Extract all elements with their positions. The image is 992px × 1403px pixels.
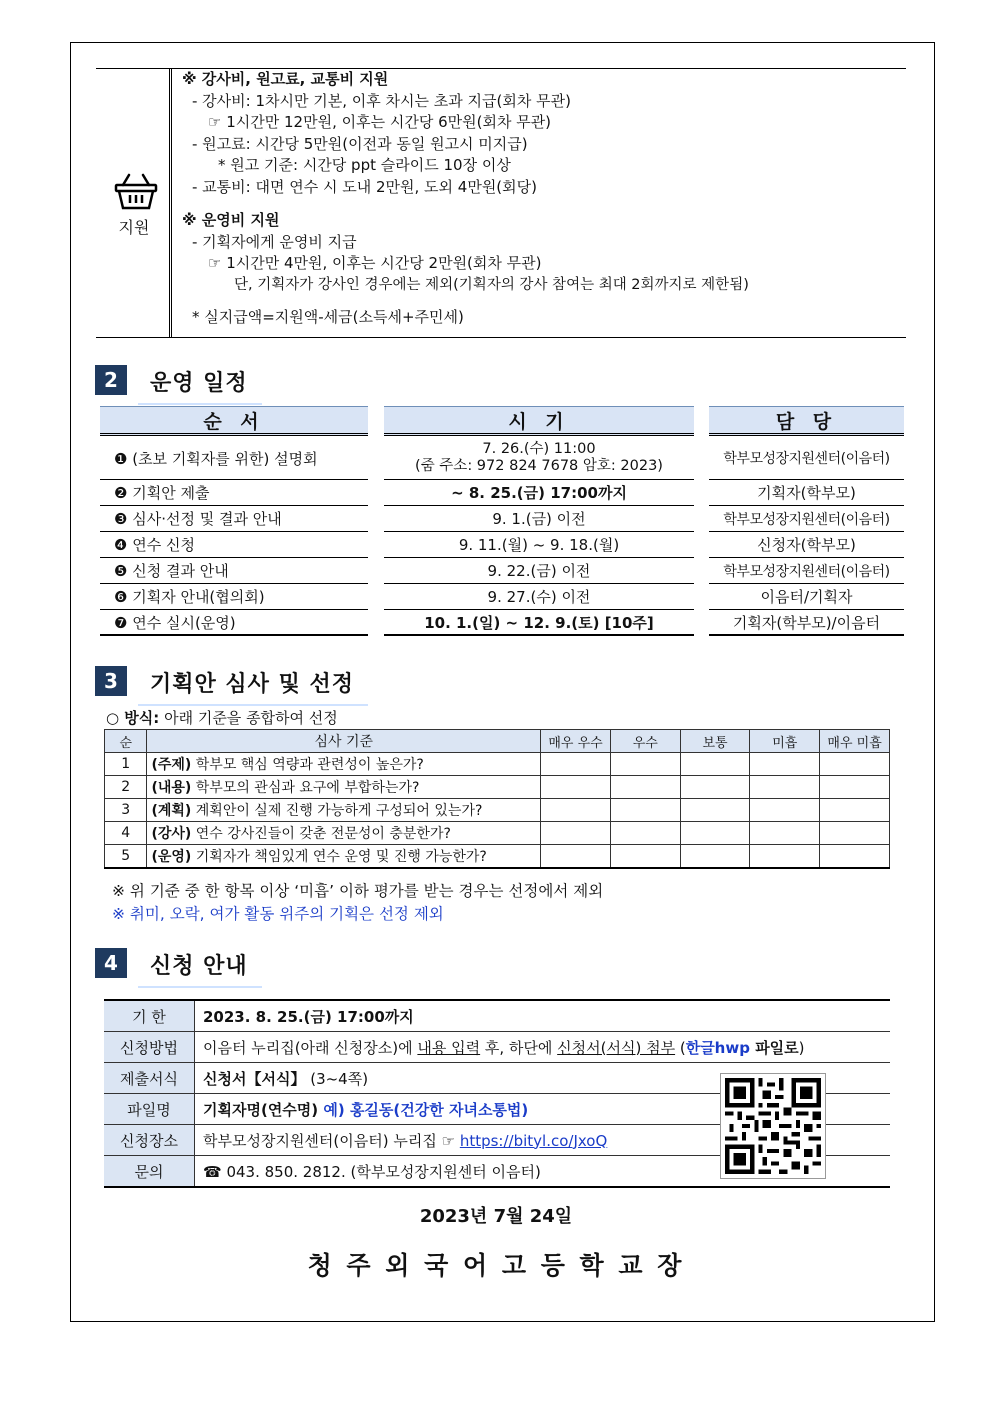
apply-form-name: 신청서【서식】	[203, 1069, 306, 1088]
schedule-step: ❻ 기획자 안내(협의회)	[100, 584, 368, 610]
rating-cell[interactable]	[541, 776, 611, 799]
support-line: 단, 기획자가 강사인 경우에는 제외(기획자의 강사 참여는 최대 2회까지로 제한됨)	[234, 276, 749, 293]
schedule-time: 9. 27.(수) 이전	[384, 584, 694, 610]
schedule-owner: 기획자(학부모)/이음터	[709, 610, 904, 636]
section-title: 기획안 심사 및 선정	[150, 667, 354, 700]
schedule-step: ❼ 연수 실시(운영)	[100, 610, 368, 636]
schedule-owner: 신청자(학부모)	[709, 532, 904, 558]
schedule-time	[384, 437, 694, 480]
support-line: ※ 운영비 지원	[182, 211, 280, 229]
table-row	[105, 822, 890, 845]
criteria-desc: 계획안이 실제 진행 가능하게 구성되어 있는가?	[195, 803, 483, 819]
schedule-step: ❺ 신청 결과 안내	[100, 558, 368, 584]
criteria-header: 매우 미흡	[820, 730, 890, 753]
apply-place-text: 학부모성장지원센터(이음터) 누리집 ☞	[203, 1131, 460, 1150]
criteria-tag: (강사)	[151, 826, 192, 842]
criteria-header: 순	[105, 730, 147, 753]
apply-label: 신청장소	[104, 1125, 195, 1156]
apply-label: 기 한	[104, 1000, 195, 1032]
apply-method-part: )	[798, 1038, 805, 1057]
support-line: - 교통비: 대면 연수 시 도내 2만원, 도외 4만원(회당)	[192, 177, 537, 196]
criteria-method	[106, 707, 338, 728]
criteria-no: 2	[105, 776, 147, 799]
schedule-owner: 기획자(학부모)	[709, 480, 904, 506]
rating-cell[interactable]	[541, 799, 611, 822]
criteria-tag: (내용)	[151, 780, 192, 796]
criteria-header: 매우 우수	[541, 730, 611, 753]
apply-method-part: (	[675, 1038, 686, 1057]
rating-cell[interactable]	[750, 753, 820, 776]
rating-cell[interactable]	[820, 753, 890, 776]
criteria-tag: (주제)	[151, 757, 192, 773]
apply-label: 제출서식	[104, 1063, 195, 1094]
criteria-note: ※ 위 기준 중 한 항목 이상 ‘미흡’ 이하 평가를 받는 경우는 선정에서 제외	[112, 882, 604, 900]
support-text	[182, 69, 902, 329]
rating-cell[interactable]	[820, 845, 890, 869]
criteria-desc: 연수 강사진들이 갖춘 전문성이 충분한가?	[195, 826, 451, 842]
apply-deadline: 2023. 8. 25.(금) 17:00까지	[195, 1000, 891, 1032]
rating-cell[interactable]	[541, 822, 611, 845]
schedule-header: 시 기	[384, 406, 694, 436]
table-row	[100, 480, 904, 506]
rating-cell[interactable]	[680, 753, 750, 776]
criteria-note: ※ 취미, 오락, 여가 활동 위주의 기획은 선정 제외	[112, 905, 444, 923]
apply-method-part: 이음터 누리집(아래 신청장소)에	[203, 1038, 418, 1057]
rating-cell[interactable]	[750, 822, 820, 845]
apply-method-part: 한글hwp	[685, 1038, 750, 1057]
support-line: * 원고 기준: 시간당 ppt 슬라이드 10장 이상	[218, 156, 511, 174]
apply-method-part: 후, 하단에	[480, 1038, 558, 1057]
schedule-owner: 학부모성장지원센터(이음터)	[709, 437, 904, 480]
apply-label: 문의	[104, 1156, 195, 1188]
schedule-time: 10. 1.(일) ~ 12. 9.(토) [10주]	[384, 610, 694, 636]
criteria-method-label: ○ 방식:	[106, 709, 160, 727]
support-line: - 기획자에게 운영비 지급	[192, 232, 357, 251]
rating-cell[interactable]	[680, 799, 750, 822]
table-row	[105, 753, 890, 776]
table-row	[100, 558, 904, 584]
criteria-header: 미흡	[750, 730, 820, 753]
table-row	[100, 584, 904, 610]
support-line: ※ 강사비, 원고료, 교통비 지원	[182, 70, 389, 88]
schedule-owner: 이음터/기획자	[709, 584, 904, 610]
document-signer: 청 주 외 국 어 고 등 학 교 장	[307, 1251, 685, 1280]
rating-cell[interactable]	[680, 845, 750, 869]
criteria-text	[147, 776, 541, 799]
criteria-text	[147, 822, 541, 845]
rating-cell[interactable]	[541, 753, 611, 776]
criteria-text	[147, 845, 541, 869]
criteria-tag: (운영)	[151, 849, 192, 865]
apply-method-part: 내용 입력	[417, 1038, 481, 1057]
schedule-time: 9. 11.(월) ~ 9. 18.(월)	[384, 532, 694, 558]
support-line: ☞ 1시간만 4만원, 이후는 시간당 2만원(회차 무관)	[208, 254, 542, 272]
schedule-header: 순 서	[100, 406, 368, 436]
apply-method-part: 파일로	[749, 1038, 799, 1057]
table-row	[100, 532, 904, 558]
rating-cell[interactable]	[610, 799, 680, 822]
criteria-method-text: 아래 기준을 종합하여 선정	[164, 709, 338, 727]
apply-filename-format: 기획자명(연수명)	[203, 1100, 319, 1119]
section-title: 운영 일정	[150, 366, 248, 399]
table-row	[105, 845, 890, 869]
qr-code[interactable]	[720, 1073, 826, 1179]
apply-contact: ☎ 043. 850. 2812. (학부모성장지원센터 이음터)	[195, 1156, 891, 1188]
support-block	[96, 68, 906, 338]
schedule-owner: 학부모성장지원센터(이음터)	[709, 558, 904, 584]
table-row	[100, 506, 904, 532]
criteria-no: 3	[105, 799, 147, 822]
criteria-desc: 학부모 핵심 역량과 관련성이 높은가?	[195, 757, 424, 773]
schedule-time: 9. 1.(금) 이전	[384, 506, 694, 532]
table-row	[104, 1032, 890, 1063]
table-row	[100, 610, 904, 636]
criteria-no: 5	[105, 845, 147, 869]
rating-cell[interactable]	[680, 776, 750, 799]
rating-cell[interactable]	[610, 822, 680, 845]
schedule-owner: 학부모성장지원센터(이음터)	[709, 506, 904, 532]
table-row	[105, 799, 890, 822]
rating-cell[interactable]	[750, 845, 820, 869]
apply-label: 파일명	[104, 1094, 195, 1125]
rating-cell[interactable]	[820, 822, 890, 845]
rating-cell[interactable]	[610, 845, 680, 869]
schedule-step: ❶ (초보 기획자를 위한) 설명회	[100, 437, 368, 480]
table-row	[100, 437, 904, 480]
section-number: 4	[95, 948, 127, 978]
criteria-desc: 학부모의 관심과 요구에 부합하는가?	[195, 780, 420, 796]
schedule-step: ❷ 기획안 제출	[100, 480, 368, 506]
schedule-time: 9. 22.(금) 이전	[384, 558, 694, 584]
support-line: ☞ 1시간만 12만원, 이후는 시간당 6만원(회차 무관)	[208, 113, 552, 131]
support-icon-label: 지원	[118, 218, 150, 237]
criteria-text	[147, 799, 541, 822]
criteria-desc: 기획자가 책임있게 연수 운영 및 진행 가능한가?	[195, 849, 487, 865]
rating-cell[interactable]	[541, 845, 611, 869]
schedule-time-line: (줌 주소: 972 824 7678 암호: 2023)	[415, 458, 663, 474]
qr-code-icon	[721, 1074, 825, 1178]
criteria-no: 1	[105, 753, 147, 776]
table-row	[104, 1000, 890, 1032]
support-icon-column	[96, 69, 172, 337]
apply-label: 신청방법	[104, 1032, 195, 1063]
schedule-header: 담 당	[709, 406, 904, 436]
apply-place-link[interactable]: https://bityl.co/JxoQ	[459, 1131, 608, 1150]
table-header-row	[105, 730, 890, 753]
basket-icon	[114, 171, 158, 211]
apply-method-part: 신청서(서식) 첨부	[557, 1038, 676, 1057]
support-line: - 강사비: 1차시만 기본, 이후 차시는 초과 지급(회차 무관)	[192, 91, 571, 110]
rating-cell[interactable]	[750, 799, 820, 822]
rating-cell[interactable]	[820, 799, 890, 822]
rating-cell[interactable]	[680, 822, 750, 845]
rating-cell[interactable]	[750, 776, 820, 799]
document-date: 2023년 7월 24일	[419, 1206, 573, 1227]
schedule-time-line: 7. 26.(수) 11:00	[482, 441, 596, 457]
section-number: 2	[95, 365, 127, 395]
schedule-step: ❹ 연수 신청	[100, 532, 368, 558]
schedule-time: ~ 8. 25.(금) 17:00까지	[384, 480, 694, 506]
criteria-table	[104, 729, 890, 869]
rating-cell[interactable]	[610, 753, 680, 776]
apply-method	[195, 1032, 891, 1063]
table-row	[105, 776, 890, 799]
criteria-header: 보통	[680, 730, 750, 753]
support-line: - 원고료: 시간당 5만원(이전과 동일 원고시 미지급)	[192, 134, 528, 153]
criteria-tag: (계획)	[151, 803, 192, 819]
criteria-header: 우수	[610, 730, 680, 753]
criteria-no: 4	[105, 822, 147, 845]
support-line: * 실지급액=지원액-세금(소득세+주민세)	[192, 308, 464, 326]
apply-filename-example: 예) 홍길동(건강한 자녀소통법)	[318, 1100, 529, 1119]
section-title: 신청 안내	[150, 949, 248, 982]
section-number: 3	[95, 666, 127, 696]
criteria-header: 심사 기준	[147, 730, 541, 753]
rating-cell[interactable]	[820, 776, 890, 799]
criteria-text	[147, 753, 541, 776]
apply-form-pages: (3~4쪽)	[305, 1069, 369, 1088]
schedule-step: ❸ 심사·선정 및 결과 안내	[100, 506, 368, 532]
rating-cell[interactable]	[610, 776, 680, 799]
